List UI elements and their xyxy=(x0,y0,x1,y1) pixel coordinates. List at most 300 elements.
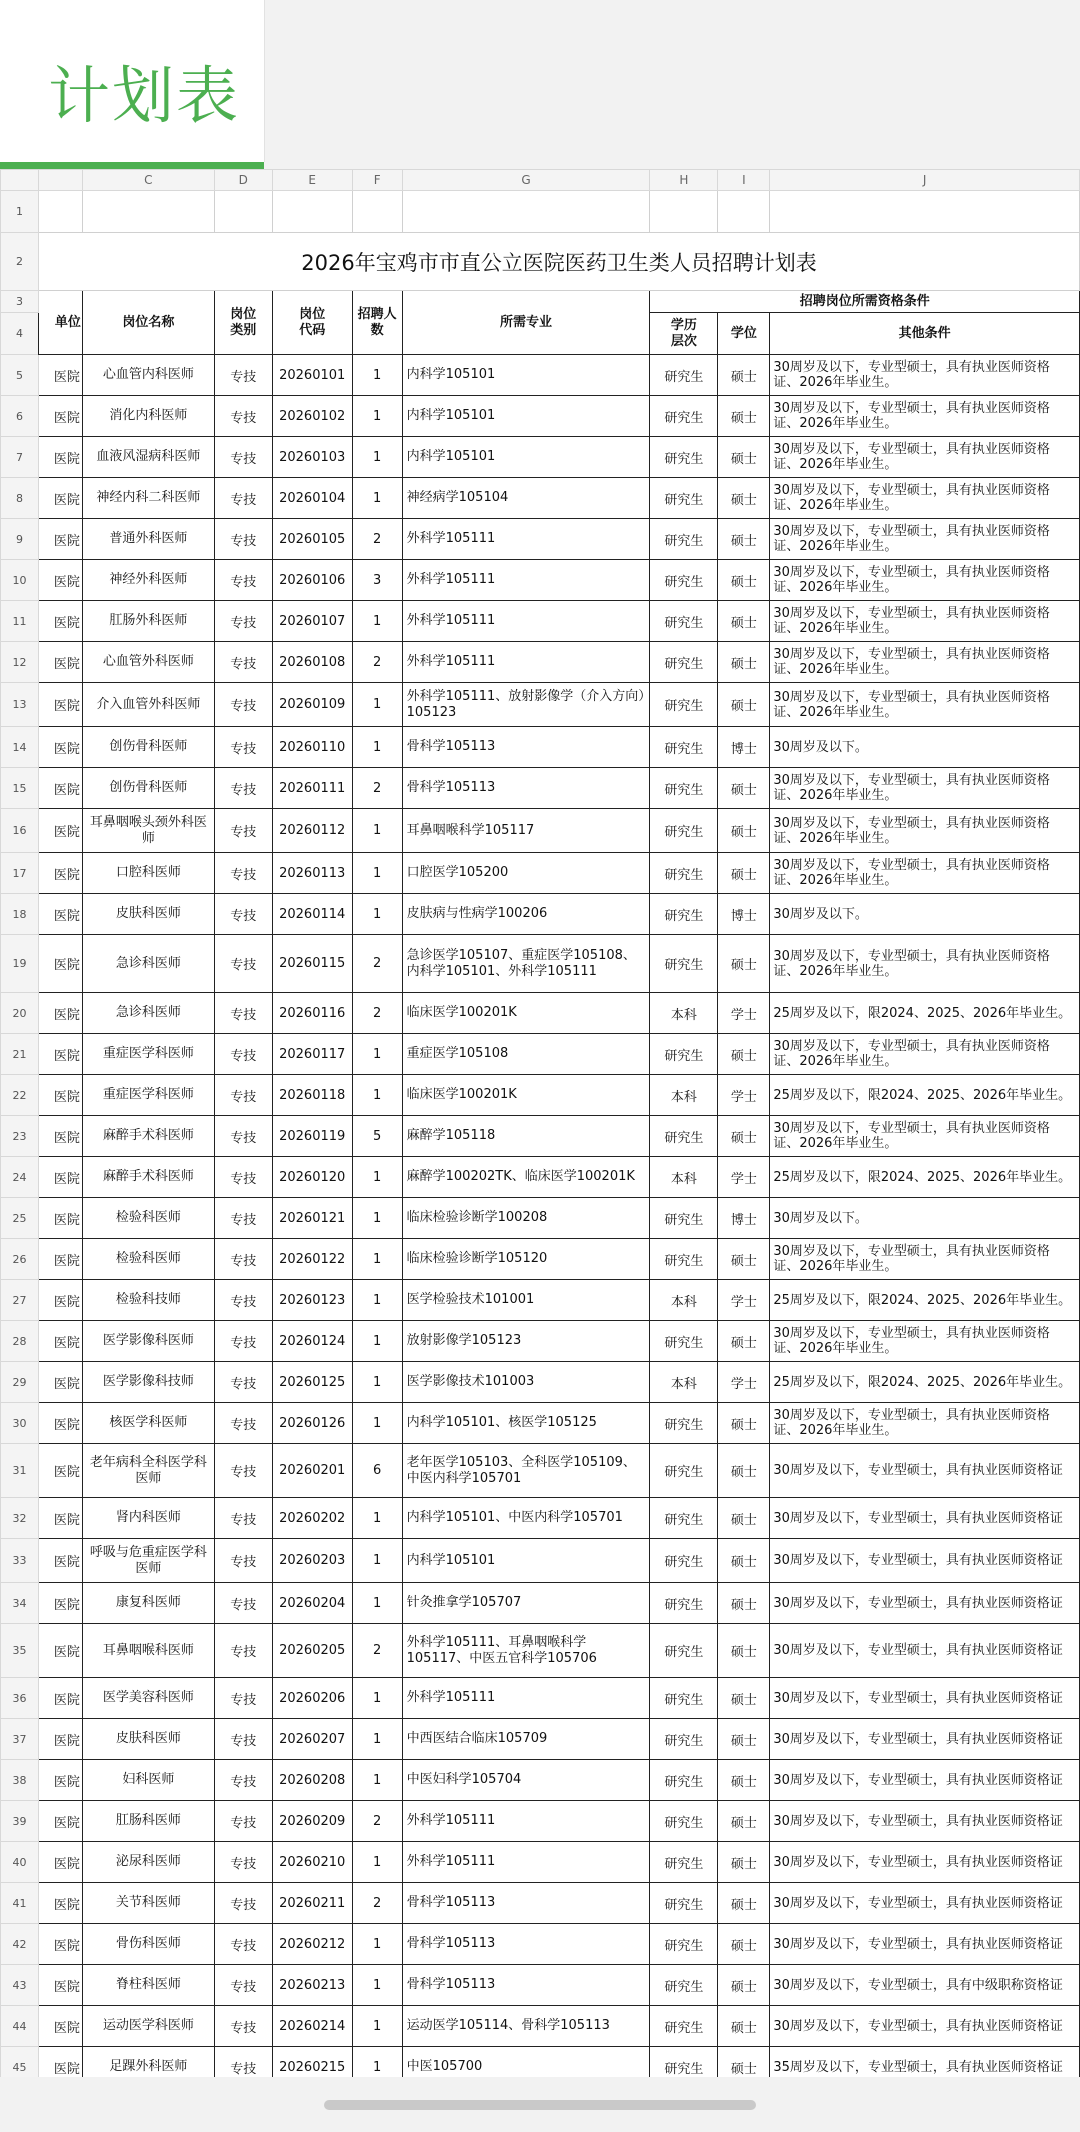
edu-level-cell[interactable]: 研究生 xyxy=(650,1924,718,1965)
count-cell[interactable]: 1 xyxy=(352,1362,402,1403)
other-conditions-cell[interactable]: 30周岁及以下，专业型硕士，具有执业医师资格证、2026年毕业生。 xyxy=(770,437,1080,478)
position-code-cell[interactable]: 20260209 xyxy=(272,1801,352,1842)
unit-cell[interactable]: 医院 xyxy=(38,809,82,853)
count-cell[interactable]: 1 xyxy=(352,727,402,768)
row-number[interactable]: 19 xyxy=(1,935,39,993)
edu-level-cell[interactable]: 研究生 xyxy=(650,1444,718,1498)
degree-cell[interactable]: 硕士 xyxy=(718,1883,770,1924)
position-type-cell[interactable]: 专技 xyxy=(214,519,272,560)
count-cell[interactable]: 1 xyxy=(352,1924,402,1965)
degree-cell[interactable]: 硕士 xyxy=(718,1239,770,1280)
count-cell[interactable]: 3 xyxy=(352,560,402,601)
unit-cell[interactable]: 医院 xyxy=(38,1624,82,1678)
count-cell[interactable]: 1 xyxy=(352,683,402,727)
edu-level-cell[interactable]: 研究生 xyxy=(650,1539,718,1583)
count-cell[interactable]: 2 xyxy=(352,935,402,993)
position-code-cell[interactable]: 20260214 xyxy=(272,2006,352,2047)
row-number[interactable]: 20 xyxy=(1,993,39,1034)
position-name-cell[interactable]: 检验科医师 xyxy=(82,1239,214,1280)
major-cell[interactable]: 外科学105111 xyxy=(402,560,650,601)
unit-cell[interactable]: 医院 xyxy=(38,727,82,768)
major-cell[interactable]: 中医妇科学105704 xyxy=(402,1760,650,1801)
position-code-cell[interactable]: 20260125 xyxy=(272,1362,352,1403)
other-conditions-cell[interactable]: 30周岁及以下，专业型硕士，具有执业医师资格证 xyxy=(770,1924,1080,1965)
degree-cell[interactable]: 硕士 xyxy=(718,396,770,437)
count-cell[interactable]: 2 xyxy=(352,519,402,560)
position-code-cell[interactable]: 20260107 xyxy=(272,601,352,642)
count-cell[interactable]: 1 xyxy=(352,1239,402,1280)
position-type-cell[interactable]: 专技 xyxy=(214,683,272,727)
other-conditions-cell[interactable]: 30周岁及以下，专业型硕士，具有执业医师资格证、2026年毕业生。 xyxy=(770,809,1080,853)
unit-cell[interactable]: 医院 xyxy=(38,1075,82,1116)
other-conditions-cell[interactable]: 25周岁及以下，限2024、2025、2026年毕业生。 xyxy=(770,1362,1080,1403)
row-number[interactable]: 29 xyxy=(1,1362,39,1403)
unit-cell[interactable]: 医院 xyxy=(38,601,82,642)
spreadsheet-grid[interactable] xyxy=(0,169,1080,2077)
edu-level-cell[interactable]: 研究生 xyxy=(650,894,718,935)
degree-cell[interactable]: 硕士 xyxy=(718,355,770,396)
other-conditions-cell[interactable]: 30周岁及以下，专业型硕士，具有执业医师资格证、2026年毕业生。 xyxy=(770,1239,1080,1280)
major-cell[interactable]: 骨科学105113 xyxy=(402,1965,650,2006)
count-cell[interactable]: 1 xyxy=(352,1498,402,1539)
edu-level-cell[interactable]: 研究生 xyxy=(650,478,718,519)
major-cell[interactable]: 外科学105111 xyxy=(402,1842,650,1883)
position-code-cell[interactable]: 20260108 xyxy=(272,642,352,683)
unit-cell[interactable]: 医院 xyxy=(38,1034,82,1075)
position-name-cell[interactable]: 老年病科全科医学科医师 xyxy=(82,1444,214,1498)
position-name-cell[interactable]: 运动医学科医师 xyxy=(82,2006,214,2047)
degree-cell[interactable]: 硕士 xyxy=(718,1719,770,1760)
position-type-cell[interactable]: 专技 xyxy=(214,1678,272,1719)
position-type-cell[interactable]: 专技 xyxy=(214,1965,272,2006)
sheet-tab[interactable] xyxy=(0,0,265,162)
position-type-cell[interactable]: 专技 xyxy=(214,1239,272,1280)
count-cell[interactable]: 1 xyxy=(352,2006,402,2047)
position-code-cell[interactable]: 20260213 xyxy=(272,1965,352,2006)
position-type-cell[interactable]: 专技 xyxy=(214,1760,272,1801)
position-code-cell[interactable]: 20260114 xyxy=(272,894,352,935)
position-type-cell[interactable]: 专技 xyxy=(214,894,272,935)
position-name-cell[interactable]: 检验科医师 xyxy=(82,1198,214,1239)
position-code-cell[interactable]: 20260121 xyxy=(272,1198,352,1239)
edu-level-cell[interactable]: 研究生 xyxy=(650,1760,718,1801)
position-type-cell[interactable]: 专技 xyxy=(214,768,272,809)
major-cell[interactable]: 皮肤病与性病学100206 xyxy=(402,894,650,935)
header-position-name[interactable]: 岗位名称 xyxy=(82,291,214,355)
degree-cell[interactable]: 硕士 xyxy=(718,642,770,683)
edu-level-cell[interactable]: 研究生 xyxy=(650,355,718,396)
header-conditions-group[interactable]: 招聘岗位所需资格条件 xyxy=(650,291,1080,313)
degree-cell[interactable]: 硕士 xyxy=(718,1498,770,1539)
position-type-cell[interactable]: 专技 xyxy=(214,1321,272,1362)
degree-cell[interactable]: 硕士 xyxy=(718,1321,770,1362)
count-cell[interactable]: 1 xyxy=(352,478,402,519)
unit-cell[interactable]: 医院 xyxy=(38,2006,82,2047)
count-cell[interactable]: 1 xyxy=(352,1075,402,1116)
row-number[interactable]: 25 xyxy=(1,1198,39,1239)
degree-cell[interactable]: 硕士 xyxy=(718,1678,770,1719)
position-name-cell[interactable]: 创伤骨科医师 xyxy=(82,727,214,768)
count-cell[interactable]: 1 xyxy=(352,1280,402,1321)
edu-level-cell[interactable]: 本科 xyxy=(650,993,718,1034)
major-cell[interactable]: 医学影像技术101003 xyxy=(402,1362,650,1403)
degree-cell[interactable]: 硕士 xyxy=(718,768,770,809)
unit-cell[interactable]: 医院 xyxy=(38,1321,82,1362)
count-cell[interactable]: 6 xyxy=(352,1444,402,1498)
position-code-cell[interactable]: 20260102 xyxy=(272,396,352,437)
position-type-cell[interactable]: 专技 xyxy=(214,642,272,683)
edu-level-cell[interactable]: 研究生 xyxy=(650,2047,718,2078)
unit-cell[interactable]: 医院 xyxy=(38,768,82,809)
edu-level-cell[interactable]: 研究生 xyxy=(650,768,718,809)
count-cell[interactable]: 2 xyxy=(352,1624,402,1678)
major-cell[interactable]: 麻醉学105118 xyxy=(402,1116,650,1157)
edu-level-cell[interactable]: 研究生 xyxy=(650,396,718,437)
other-conditions-cell[interactable]: 30周岁及以下，专业型硕士，具有执业医师资格证、2026年毕业生。 xyxy=(770,601,1080,642)
edu-level-cell[interactable]: 研究生 xyxy=(650,1965,718,2006)
position-type-cell[interactable]: 专技 xyxy=(214,1157,272,1198)
other-conditions-cell[interactable]: 30周岁及以下，专业型硕士，具有执业医师资格证、2026年毕业生。 xyxy=(770,1034,1080,1075)
cell[interactable] xyxy=(272,191,352,233)
other-conditions-cell[interactable]: 30周岁及以下，专业型硕士，具有执业医师资格证、2026年毕业生。 xyxy=(770,1116,1080,1157)
header-position-code[interactable]: 岗位 代码 xyxy=(272,291,352,355)
other-conditions-cell[interactable]: 25周岁及以下，限2024、2025、2026年毕业生。 xyxy=(770,1280,1080,1321)
degree-cell[interactable]: 硕士 xyxy=(718,601,770,642)
major-cell[interactable]: 临床医学100201K xyxy=(402,993,650,1034)
position-type-cell[interactable]: 专技 xyxy=(214,1198,272,1239)
position-name-cell[interactable]: 普通外科医师 xyxy=(82,519,214,560)
degree-cell[interactable]: 硕士 xyxy=(718,560,770,601)
position-code-cell[interactable]: 20260117 xyxy=(272,1034,352,1075)
edu-level-cell[interactable]: 研究生 xyxy=(650,642,718,683)
cell[interactable] xyxy=(650,191,718,233)
position-type-cell[interactable]: 专技 xyxy=(214,809,272,853)
degree-cell[interactable]: 硕士 xyxy=(718,1034,770,1075)
edu-level-cell[interactable]: 研究生 xyxy=(650,727,718,768)
degree-cell[interactable]: 硕士 xyxy=(718,1624,770,1678)
major-cell[interactable]: 针灸推拿学105707 xyxy=(402,1583,650,1624)
degree-cell[interactable]: 博士 xyxy=(718,727,770,768)
position-type-cell[interactable]: 专技 xyxy=(214,1498,272,1539)
position-name-cell[interactable]: 检验科技师 xyxy=(82,1280,214,1321)
position-code-cell[interactable]: 20260101 xyxy=(272,355,352,396)
unit-cell[interactable]: 医院 xyxy=(38,1539,82,1583)
major-cell[interactable]: 麻醉学100202TK、临床医学100201K xyxy=(402,1157,650,1198)
unit-cell[interactable]: 医院 xyxy=(38,1116,82,1157)
count-cell[interactable]: 1 xyxy=(352,355,402,396)
major-cell[interactable]: 外科学105111 xyxy=(402,1801,650,1842)
unit-cell[interactable]: 医院 xyxy=(38,478,82,519)
edu-level-cell[interactable]: 研究生 xyxy=(650,935,718,993)
edu-level-cell[interactable]: 本科 xyxy=(650,1362,718,1403)
row-number[interactable]: 41 xyxy=(1,1883,39,1924)
major-cell[interactable]: 外科学105111 xyxy=(402,601,650,642)
row-number[interactable]: 18 xyxy=(1,894,39,935)
row-number[interactable]: 27 xyxy=(1,1280,39,1321)
position-name-cell[interactable]: 骨伤科医师 xyxy=(82,1924,214,1965)
position-type-cell[interactable]: 专技 xyxy=(214,1280,272,1321)
position-name-cell[interactable]: 神经内科二科医师 xyxy=(82,478,214,519)
row-number[interactable]: 24 xyxy=(1,1157,39,1198)
position-type-cell[interactable]: 专技 xyxy=(214,1362,272,1403)
unit-cell[interactable]: 医院 xyxy=(38,519,82,560)
position-name-cell[interactable]: 呼吸与危重症医学科医师 xyxy=(82,1539,214,1583)
major-cell[interactable]: 口腔医学105200 xyxy=(402,853,650,894)
unit-cell[interactable]: 医院 xyxy=(38,1719,82,1760)
edu-level-cell[interactable]: 研究生 xyxy=(650,437,718,478)
header-major[interactable]: 所需专业 xyxy=(402,291,650,355)
row-number[interactable]: 33 xyxy=(1,1539,39,1583)
position-name-cell[interactable]: 康复科医师 xyxy=(82,1583,214,1624)
major-cell[interactable]: 中西医结合临床105709 xyxy=(402,1719,650,1760)
row-number[interactable]: 22 xyxy=(1,1075,39,1116)
position-code-cell[interactable]: 20260109 xyxy=(272,683,352,727)
position-code-cell[interactable]: 20260120 xyxy=(272,1157,352,1198)
other-conditions-cell[interactable]: 30周岁及以下，专业型硕士，具有执业医师资格证 xyxy=(770,1719,1080,1760)
degree-cell[interactable]: 硕士 xyxy=(718,2047,770,2078)
position-name-cell[interactable]: 心血管内科医师 xyxy=(82,355,214,396)
unit-cell[interactable]: 医院 xyxy=(38,1280,82,1321)
position-type-cell[interactable]: 专技 xyxy=(214,396,272,437)
count-cell[interactable]: 1 xyxy=(352,1719,402,1760)
position-type-cell[interactable]: 专技 xyxy=(214,1539,272,1583)
position-name-cell[interactable]: 妇科医师 xyxy=(82,1760,214,1801)
other-conditions-cell[interactable]: 30周岁及以下，专业型硕士，具有执业医师资格证、2026年毕业生。 xyxy=(770,355,1080,396)
edu-level-cell[interactable]: 研究生 xyxy=(650,601,718,642)
position-name-cell[interactable]: 肾内科医师 xyxy=(82,1498,214,1539)
position-code-cell[interactable]: 20260116 xyxy=(272,993,352,1034)
row-number[interactable]: 1 xyxy=(1,191,39,233)
major-cell[interactable]: 医学检验技术101001 xyxy=(402,1280,650,1321)
other-conditions-cell[interactable]: 30周岁及以下，专业型硕士，具有执业医师资格证 xyxy=(770,1678,1080,1719)
position-code-cell[interactable]: 20260124 xyxy=(272,1321,352,1362)
position-name-cell[interactable]: 泌尿科医师 xyxy=(82,1842,214,1883)
other-conditions-cell[interactable]: 30周岁及以下，专业型硕士，具有执业医师资格证、2026年毕业生。 xyxy=(770,1403,1080,1444)
unit-cell[interactable]: 医院 xyxy=(38,355,82,396)
row-number[interactable]: 31 xyxy=(1,1444,39,1498)
unit-cell[interactable]: 医院 xyxy=(38,560,82,601)
other-conditions-cell[interactable]: 30周岁及以下，专业型硕士，具有执业医师资格证 xyxy=(770,1842,1080,1883)
position-name-cell[interactable]: 急诊科医师 xyxy=(82,993,214,1034)
count-cell[interactable]: 1 xyxy=(352,809,402,853)
row-number[interactable]: 34 xyxy=(1,1583,39,1624)
degree-cell[interactable]: 硕士 xyxy=(718,1965,770,2006)
row-number[interactable]: 23 xyxy=(1,1116,39,1157)
row-number[interactable]: 38 xyxy=(1,1760,39,1801)
row-number[interactable]: 2 xyxy=(1,233,39,291)
position-name-cell[interactable]: 皮肤科医师 xyxy=(82,1719,214,1760)
row-number[interactable]: 14 xyxy=(1,727,39,768)
row-number[interactable]: 17 xyxy=(1,853,39,894)
unit-cell[interactable]: 医院 xyxy=(38,1760,82,1801)
position-code-cell[interactable]: 20260202 xyxy=(272,1498,352,1539)
header-position-type[interactable]: 岗位 类别 xyxy=(214,291,272,355)
position-name-cell[interactable]: 关节科医师 xyxy=(82,1883,214,1924)
position-code-cell[interactable]: 20260106 xyxy=(272,560,352,601)
column-header[interactable]: I xyxy=(718,170,770,191)
other-conditions-cell[interactable]: 30周岁及以下。 xyxy=(770,894,1080,935)
degree-cell[interactable]: 硕士 xyxy=(718,1924,770,1965)
cell[interactable] xyxy=(352,191,402,233)
unit-cell[interactable]: 医院 xyxy=(38,1198,82,1239)
position-type-cell[interactable]: 专技 xyxy=(214,993,272,1034)
edu-level-cell[interactable]: 研究生 xyxy=(650,1801,718,1842)
unit-cell[interactable]: 医院 xyxy=(38,1924,82,1965)
edu-level-cell[interactable]: 研究生 xyxy=(650,1403,718,1444)
degree-cell[interactable]: 硕士 xyxy=(718,809,770,853)
position-code-cell[interactable]: 20260119 xyxy=(272,1116,352,1157)
degree-cell[interactable]: 硕士 xyxy=(718,1583,770,1624)
unit-cell[interactable]: 医院 xyxy=(38,1583,82,1624)
count-cell[interactable]: 1 xyxy=(352,2047,402,2078)
row-number[interactable]: 40 xyxy=(1,1842,39,1883)
count-cell[interactable]: 1 xyxy=(352,1760,402,1801)
position-code-cell[interactable]: 20260207 xyxy=(272,1719,352,1760)
unit-cell[interactable]: 医院 xyxy=(38,1157,82,1198)
position-code-cell[interactable]: 20260204 xyxy=(272,1583,352,1624)
position-code-cell[interactable]: 20260115 xyxy=(272,935,352,993)
position-name-cell[interactable]: 医学影像科医师 xyxy=(82,1321,214,1362)
edu-level-cell[interactable]: 研究生 xyxy=(650,1321,718,1362)
count-cell[interactable]: 1 xyxy=(352,1198,402,1239)
major-cell[interactable]: 神经病学105104 xyxy=(402,478,650,519)
count-cell[interactable]: 1 xyxy=(352,1539,402,1583)
unit-cell[interactable]: 医院 xyxy=(38,1239,82,1280)
unit-cell[interactable]: 医院 xyxy=(38,1801,82,1842)
major-cell[interactable]: 临床检验诊断学100208 xyxy=(402,1198,650,1239)
unit-cell[interactable]: 医院 xyxy=(38,2047,82,2078)
cell[interactable] xyxy=(214,191,272,233)
position-name-cell[interactable]: 神经外科医师 xyxy=(82,560,214,601)
other-conditions-cell[interactable]: 30周岁及以下，专业型硕士，具有执业医师资格证、2026年毕业生。 xyxy=(770,519,1080,560)
row-number[interactable]: 5 xyxy=(1,355,39,396)
unit-cell[interactable]: 医院 xyxy=(38,1965,82,2006)
position-code-cell[interactable]: 20260110 xyxy=(272,727,352,768)
major-cell[interactable]: 临床检验诊断学105120 xyxy=(402,1239,650,1280)
position-type-cell[interactable]: 专技 xyxy=(214,478,272,519)
degree-cell[interactable]: 硕士 xyxy=(718,1403,770,1444)
edu-level-cell[interactable]: 本科 xyxy=(650,1280,718,1321)
count-cell[interactable]: 1 xyxy=(352,1403,402,1444)
row-number[interactable]: 43 xyxy=(1,1965,39,2006)
position-name-cell[interactable]: 麻醉手术科医师 xyxy=(82,1157,214,1198)
position-name-cell[interactable]: 足踝外科医师 xyxy=(82,2047,214,2078)
position-code-cell[interactable]: 20260201 xyxy=(272,1444,352,1498)
major-cell[interactable]: 骨科学105113 xyxy=(402,768,650,809)
count-cell[interactable]: 1 xyxy=(352,1321,402,1362)
major-cell[interactable]: 外科学105111 xyxy=(402,519,650,560)
position-type-cell[interactable]: 专技 xyxy=(214,1883,272,1924)
count-cell[interactable]: 1 xyxy=(352,601,402,642)
degree-cell[interactable]: 学士 xyxy=(718,1157,770,1198)
other-conditions-cell[interactable]: 25周岁及以下，限2024、2025、2026年毕业生。 xyxy=(770,1157,1080,1198)
row-number[interactable]: 7 xyxy=(1,437,39,478)
sheet-title[interactable]: 2026年宝鸡市市直公立医院医药卫生类人员招聘计划表 xyxy=(38,233,1079,291)
unit-cell[interactable]: 医院 xyxy=(38,683,82,727)
row-number[interactable]: 13 xyxy=(1,683,39,727)
position-name-cell[interactable]: 医学美容科医师 xyxy=(82,1678,214,1719)
row-number[interactable]: 6 xyxy=(1,396,39,437)
other-conditions-cell[interactable]: 30周岁及以下，专业型硕士，具有执业医师资格证 xyxy=(770,1760,1080,1801)
edu-level-cell[interactable]: 研究生 xyxy=(650,1678,718,1719)
position-name-cell[interactable]: 心血管外科医师 xyxy=(82,642,214,683)
degree-cell[interactable]: 博士 xyxy=(718,1198,770,1239)
position-name-cell[interactable]: 肛肠外科医师 xyxy=(82,601,214,642)
header-other-conditions[interactable]: 其他条件 xyxy=(770,313,1080,355)
row-number[interactable]: 16 xyxy=(1,809,39,853)
major-cell[interactable]: 骨科学105113 xyxy=(402,727,650,768)
other-conditions-cell[interactable]: 30周岁及以下，专业型硕士，具有执业医师资格证 xyxy=(770,1539,1080,1583)
position-type-cell[interactable]: 专技 xyxy=(214,1444,272,1498)
column-header[interactable]: G xyxy=(402,170,650,191)
unit-cell[interactable]: 医院 xyxy=(38,642,82,683)
row-number[interactable]: 10 xyxy=(1,560,39,601)
position-name-cell[interactable]: 医学影像科技师 xyxy=(82,1362,214,1403)
column-header[interactable]: F xyxy=(352,170,402,191)
cell[interactable] xyxy=(718,191,770,233)
edu-level-cell[interactable]: 研究生 xyxy=(650,1116,718,1157)
position-type-cell[interactable]: 专技 xyxy=(214,1403,272,1444)
degree-cell[interactable]: 硕士 xyxy=(718,683,770,727)
edu-level-cell[interactable]: 研究生 xyxy=(650,1034,718,1075)
edu-level-cell[interactable]: 研究生 xyxy=(650,1719,718,1760)
count-cell[interactable]: 2 xyxy=(352,1883,402,1924)
major-cell[interactable]: 老年医学105103、全科医学105109、中医内科学105701 xyxy=(402,1444,650,1498)
other-conditions-cell[interactable]: 30周岁及以下，专业型硕士，具有执业医师资格证、2026年毕业生。 xyxy=(770,683,1080,727)
other-conditions-cell[interactable]: 25周岁及以下，限2024、2025、2026年毕业生。 xyxy=(770,993,1080,1034)
degree-cell[interactable]: 学士 xyxy=(718,1075,770,1116)
other-conditions-cell[interactable]: 30周岁及以下，专业型硕士，具有执业医师资格证 xyxy=(770,1883,1080,1924)
degree-cell[interactable]: 硕士 xyxy=(718,437,770,478)
edu-level-cell[interactable]: 研究生 xyxy=(650,1583,718,1624)
position-code-cell[interactable]: 20260210 xyxy=(272,1842,352,1883)
position-code-cell[interactable]: 20260206 xyxy=(272,1678,352,1719)
cell[interactable] xyxy=(770,191,1080,233)
position-name-cell[interactable]: 介入血管外科医师 xyxy=(82,683,214,727)
edu-level-cell[interactable]: 研究生 xyxy=(650,1624,718,1678)
other-conditions-cell[interactable]: 30周岁及以下，专业型硕士，具有执业医师资格证 xyxy=(770,1801,1080,1842)
major-cell[interactable]: 外科学105111 xyxy=(402,642,650,683)
position-code-cell[interactable]: 20260203 xyxy=(272,1539,352,1583)
other-conditions-cell[interactable]: 25周岁及以下，限2024、2025、2026年毕业生。 xyxy=(770,1075,1080,1116)
major-cell[interactable]: 内科学105101 xyxy=(402,355,650,396)
count-cell[interactable]: 1 xyxy=(352,853,402,894)
position-code-cell[interactable]: 20260208 xyxy=(272,1760,352,1801)
row-number[interactable]: 32 xyxy=(1,1498,39,1539)
position-code-cell[interactable]: 20260112 xyxy=(272,809,352,853)
row-number[interactable]: 11 xyxy=(1,601,39,642)
major-cell[interactable]: 骨科学105113 xyxy=(402,1883,650,1924)
column-header[interactable]: D xyxy=(214,170,272,191)
header-edu-level[interactable]: 学历 层次 xyxy=(650,313,718,355)
position-code-cell[interactable]: 20260126 xyxy=(272,1403,352,1444)
count-cell[interactable]: 1 xyxy=(352,1678,402,1719)
position-type-cell[interactable]: 专技 xyxy=(214,727,272,768)
edu-level-cell[interactable]: 研究生 xyxy=(650,1883,718,1924)
position-code-cell[interactable]: 20260205 xyxy=(272,1624,352,1678)
row-number[interactable]: 45 xyxy=(1,2047,39,2078)
column-header[interactable]: H xyxy=(650,170,718,191)
other-conditions-cell[interactable]: 30周岁及以下，专业型硕士，具有执业医师资格证 xyxy=(770,1444,1080,1498)
position-name-cell[interactable]: 消化内科医师 xyxy=(82,396,214,437)
unit-cell[interactable]: 医院 xyxy=(38,894,82,935)
position-type-cell[interactable]: 专技 xyxy=(214,1924,272,1965)
row-number[interactable]: 26 xyxy=(1,1239,39,1280)
major-cell[interactable]: 放射影像学105123 xyxy=(402,1321,650,1362)
other-conditions-cell[interactable]: 30周岁及以下，专业型硕士，具有执业医师资格证 xyxy=(770,1498,1080,1539)
degree-cell[interactable]: 硕士 xyxy=(718,1539,770,1583)
position-code-cell[interactable]: 20260211 xyxy=(272,1883,352,1924)
